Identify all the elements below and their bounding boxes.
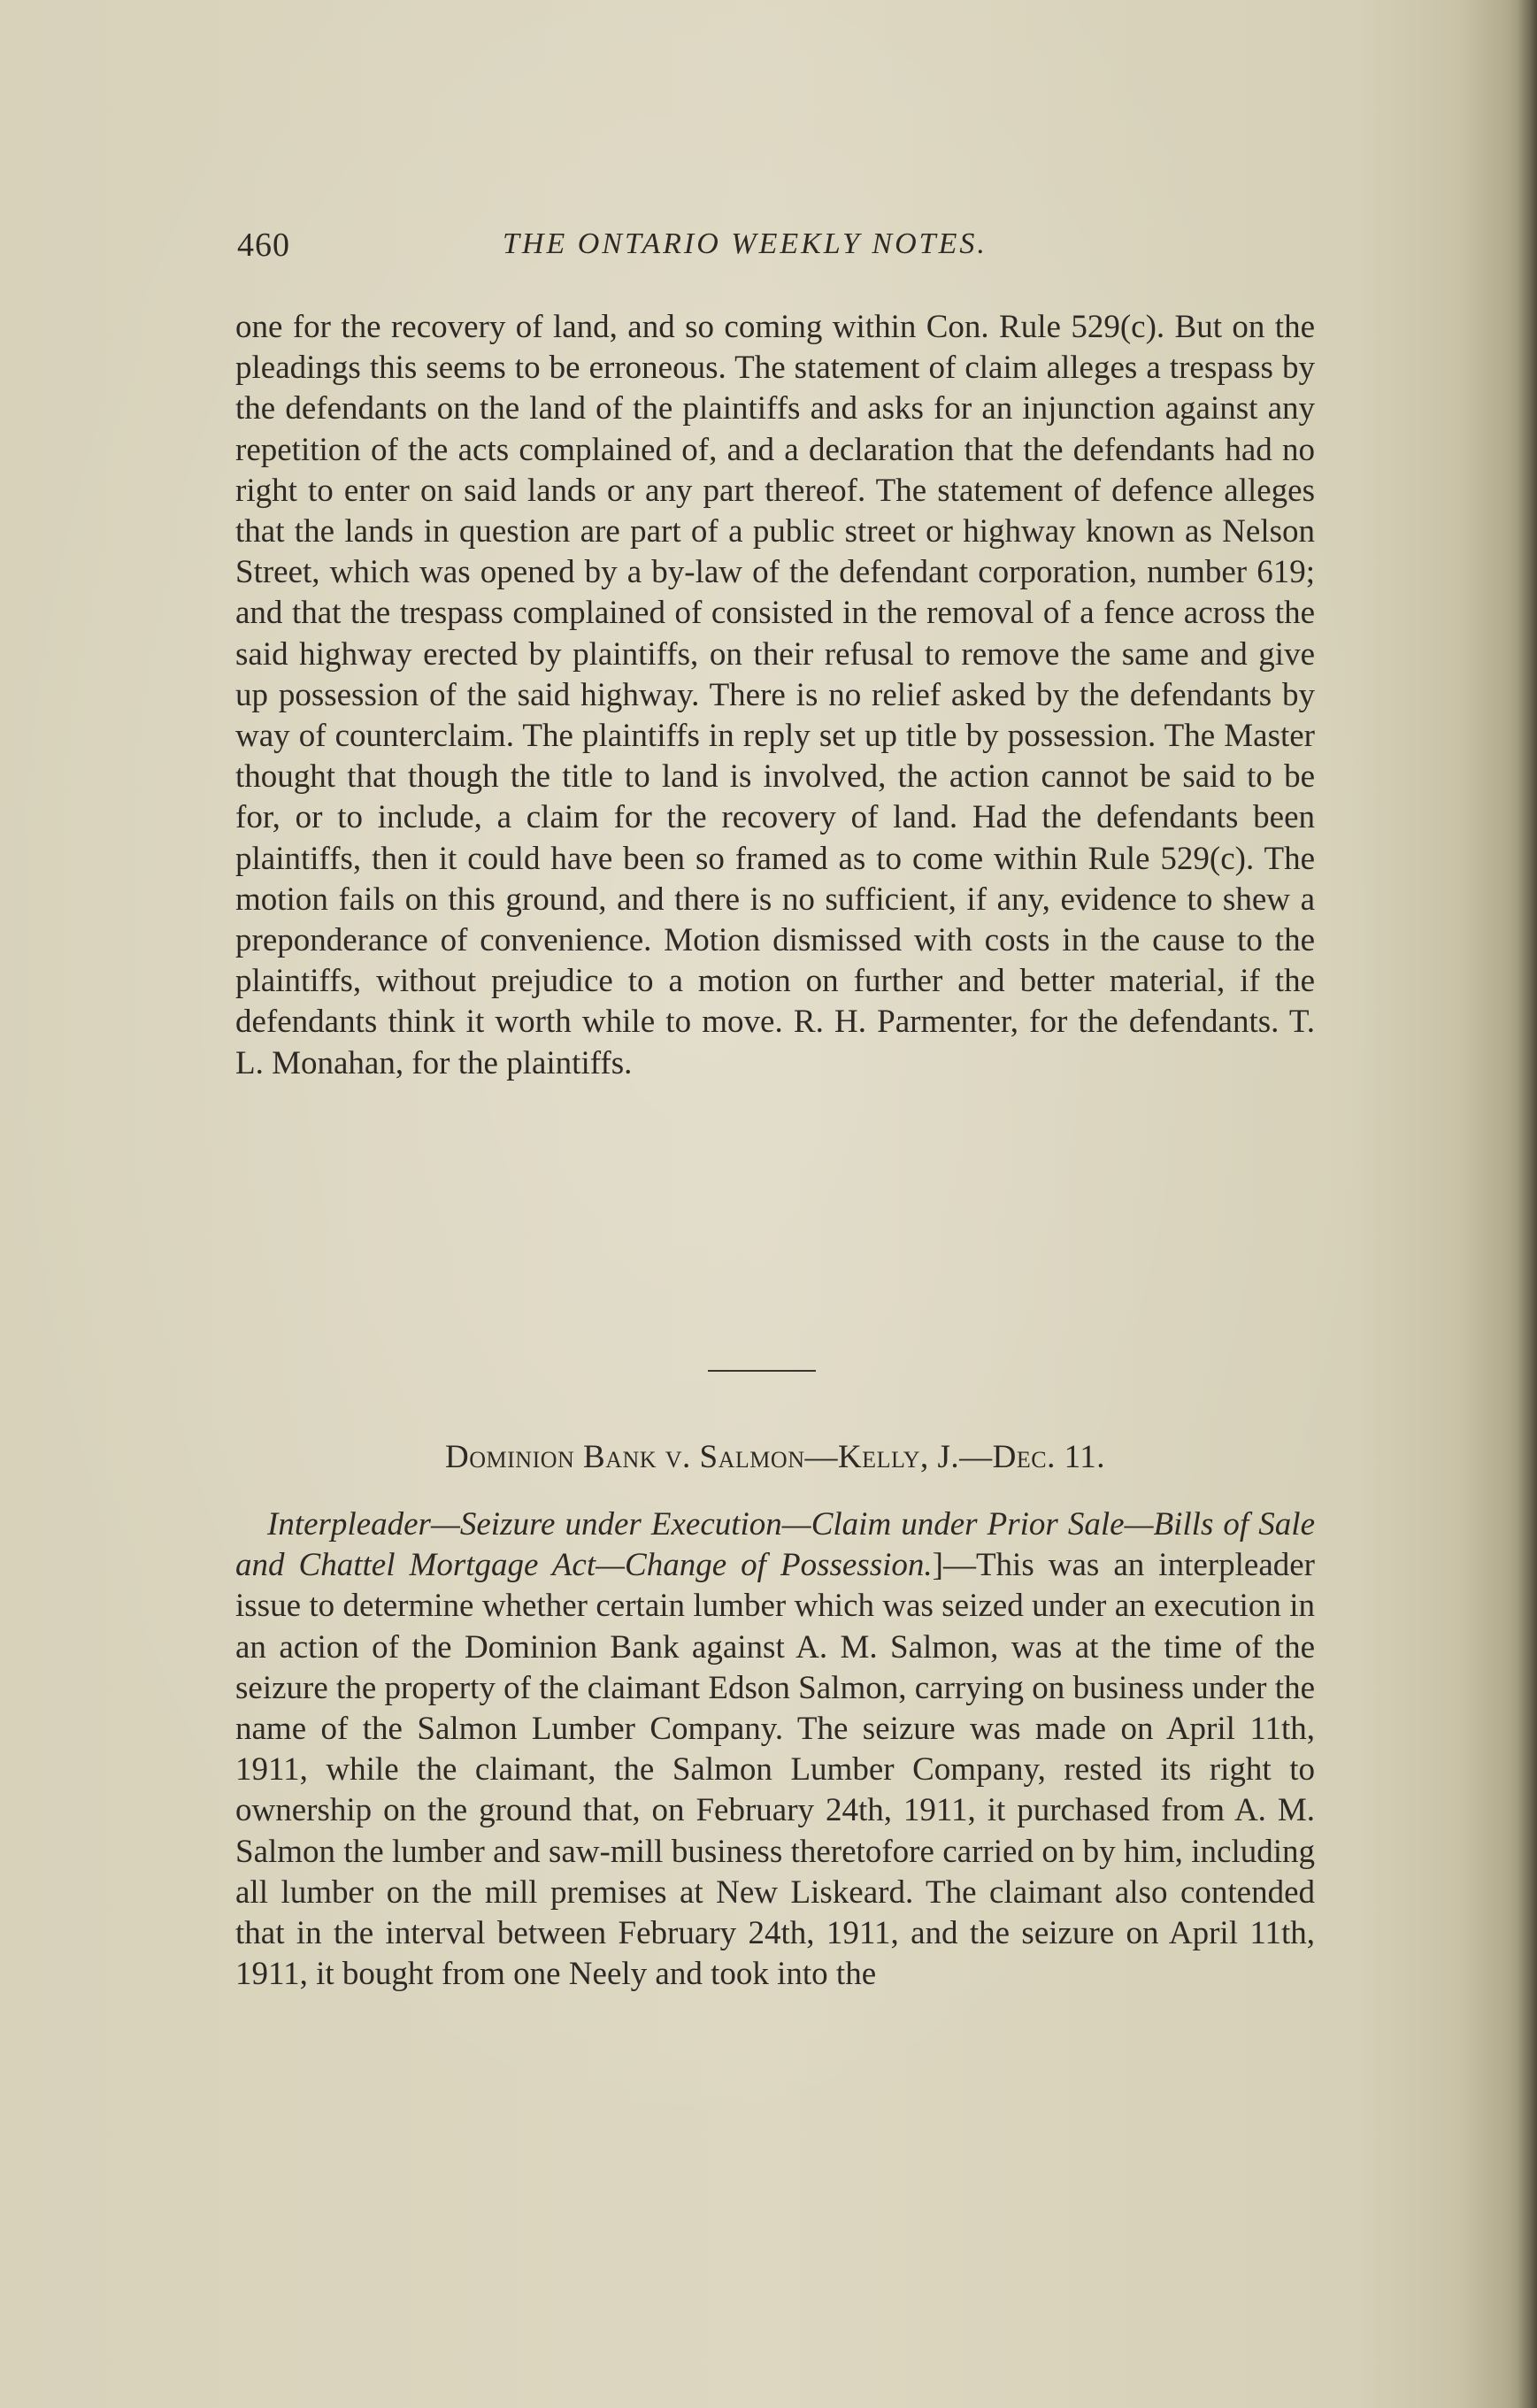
running-title: THE ONTARIO WEEKLY NOTES.: [503, 227, 988, 260]
page-number: 460: [237, 227, 290, 264]
page-edge-shadow: [1518, 0, 1537, 2408]
page-header: [237, 226, 1326, 279]
case-body-text: ]—This was an interpleader issue to determine whether certain lumber which was seized under an execution in an action of the Dominion Bank against A. M. Salmon, was at the time of the seizure the property of the claimant Edson Salmon, carrying on business under the name of the Salmon Lumber Company. The seizure was made on April 11th, 1911, while the claimant, the Salmon Lumber Company, rested its right to ownership on the ground that, on February 24th, 1911, it purchased from A. M. Salmon the lumber and saw-mill business theretofore carried on by him, including all lumber on the mill premises at New Liskeard. The claimant also contended that in the interval between February 24th, 1911, and the seizure on April 11th, 1911, it bought from one Neely and took into the: [235, 1547, 1315, 1993]
case-headnote: Interpleader—Seizure under Execution—Claim under Prior Sale—Bills of Sale and Chattel Mortgage Act—Change of Possession.: [235, 1506, 1315, 1584]
case-heading: Dominion Bank v. Salmon—Kelly, J.—Dec. 11.: [445, 1439, 1105, 1475]
paragraph-2: [235, 1504, 1315, 1995]
paragraph-1-text: one for the recovery of land, and so coming within Con. Rule 529(c). But on the pleadings this seems to be erroneous. The statement of claim alleges a trespass by the defendants on the land of the plaintiffs and asks for an injunction against any repetition of the acts complained of, and a declaration that the defendants had no right to enter on said lands or any part thereof. The statement of defence alleges that the lands in question are part of a public street or highway known as Nelson Street, which was opened by a by-law of the defendant corporation, number 619; and that the trespass complained of consisted in the removal of a fence across the said highway erected by plaintiffs, on their refusal to remove the same and give up possession of the said highway. There is no relief asked by the defendants by way of counterclaim. The plaintiffs in reply set up title by possession. The Master thought that though the title to land is involved, the action cannot be said to be for, or to include, a claim for the recovery of land. Had the defendants been plaintiffs, then it could have been so framed as to come within Rule 529(c). The motion fails on this ground, and there is no sufficient, if any, evidence to shew a preponderance of convenience. Motion dismissed with costs in the cause to the plaintiffs, without prejudice to a motion on further and better material, if the defendants think it worth while to move. R. H. Parmenter, for the defendants. T. L. Monahan, for the plaintiffs.: [235, 309, 1315, 1081]
section-divider: [708, 1370, 816, 1372]
paragraph-1: [235, 307, 1315, 1084]
